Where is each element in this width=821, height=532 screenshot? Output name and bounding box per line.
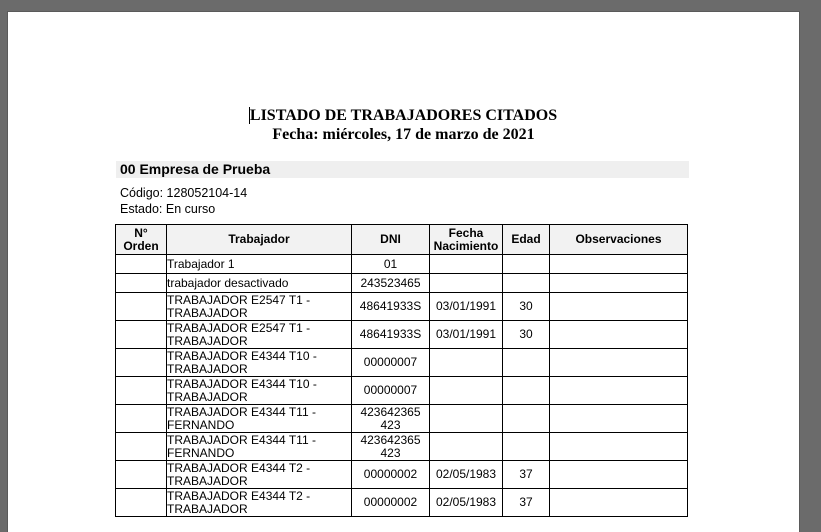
table-row <box>116 274 688 293</box>
cell-orden <box>116 461 167 489</box>
cell-edad: 30 <box>503 293 550 321</box>
cell-observaciones <box>550 377 688 405</box>
table-row <box>116 349 688 377</box>
cell-fecha-nacimiento <box>430 274 503 293</box>
cell-trabajador: TRABAJADOR E4344 T11 - FERNANDO <box>167 433 352 461</box>
cell-dni: 48641933S <box>352 321 430 349</box>
cell-trabajador: TRABAJADOR E2547 T1 - TRABAJADOR <box>167 321 352 349</box>
header-observaciones: Observaciones <box>550 225 688 255</box>
cell-fecha-nacimiento <box>430 377 503 405</box>
cell-edad: 30 <box>503 321 550 349</box>
table-header-row <box>116 225 688 255</box>
cell-orden <box>116 293 167 321</box>
cell-trabajador: TRABAJADOR E4344 T2 - TRABAJADOR <box>167 461 352 489</box>
cell-observaciones <box>550 405 688 433</box>
cell-edad <box>503 405 550 433</box>
cell-orden <box>116 349 167 377</box>
cell-observaciones <box>550 255 688 274</box>
cell-observaciones <box>550 321 688 349</box>
header-dni: DNI <box>352 225 430 255</box>
header-orden <box>116 225 167 255</box>
cell-fecha-nacimiento: 02/05/1983 <box>430 461 503 489</box>
cell-orden <box>116 377 167 405</box>
cell-fecha-nacimiento <box>430 255 503 274</box>
cell-orden <box>116 321 167 349</box>
cell-fecha-nacimiento: 03/01/1991 <box>430 321 503 349</box>
cell-observaciones <box>550 274 688 293</box>
cell-orden <box>116 433 167 461</box>
cell-trabajador: TRABAJADOR E4344 T11 - FERNANDO <box>167 405 352 433</box>
cell-dni: 423642365 423 <box>352 405 430 433</box>
cell-trabajador: trabajador desactivado <box>167 274 352 293</box>
header-fecha-nacimiento <box>430 225 503 255</box>
cell-observaciones <box>550 293 688 321</box>
report-date: Fecha: miércoles, 17 de marzo de 2021 <box>272 126 535 143</box>
table-row <box>116 293 688 321</box>
company-code: Código: 128052104-14 <box>120 186 248 200</box>
cell-trabajador: TRABAJADOR E4344 T10 - TRABAJADOR <box>167 377 352 405</box>
report-page <box>8 12 799 532</box>
cell-edad <box>503 433 550 461</box>
table-row <box>116 489 688 517</box>
cell-dni: 00000007 <box>352 377 430 405</box>
cell-fecha-nacimiento <box>430 433 503 461</box>
cell-dni: 01 <box>352 255 430 274</box>
cell-fecha-nacimiento: 03/01/1991 <box>430 293 503 321</box>
cell-edad <box>503 255 550 274</box>
cell-edad <box>503 274 550 293</box>
table-row <box>116 321 688 349</box>
cell-observaciones <box>550 461 688 489</box>
company-name: 00 Empresa de Prueba <box>116 161 689 178</box>
cell-observaciones <box>550 489 688 517</box>
cell-fecha-nacimiento: 02/05/1983 <box>430 489 503 517</box>
header-edad: Edad <box>503 225 550 255</box>
cell-dni: 00000002 <box>352 461 430 489</box>
cell-dni: 48641933S <box>352 293 430 321</box>
cell-dni: 243523465 <box>352 274 430 293</box>
table-row <box>116 461 688 489</box>
table-row <box>116 255 688 274</box>
cell-dni: 423642365 423 <box>352 433 430 461</box>
header-trabajador: Trabajador <box>167 225 352 255</box>
header-fecha-label: Fecha Nacimiento <box>433 225 499 253</box>
cell-fecha-nacimiento <box>430 349 503 377</box>
cell-orden <box>116 489 167 517</box>
workers-table <box>115 224 688 517</box>
cell-trabajador: TRABAJADOR E4344 T10 - TRABAJADOR <box>167 349 352 377</box>
cell-observaciones <box>550 433 688 461</box>
cell-trabajador: TRABAJADOR E2547 T1 - TRABAJADOR <box>167 293 352 321</box>
cell-edad: 37 <box>503 489 550 517</box>
company-state: Estado: En curso <box>120 202 216 216</box>
cell-edad <box>503 377 550 405</box>
cell-dni: 00000007 <box>352 349 430 377</box>
report-title: LISTADO DE TRABAJADORES CITADOS <box>249 107 558 124</box>
cell-trabajador: TRABAJADOR E4344 T2 - TRABAJADOR <box>167 489 352 517</box>
header-orden-label: N° Orden <box>123 225 159 253</box>
cell-trabajador: Trabajador 1 <box>167 255 352 274</box>
cell-edad: 37 <box>503 461 550 489</box>
cell-edad <box>503 349 550 377</box>
cell-observaciones <box>550 349 688 377</box>
cell-orden <box>116 405 167 433</box>
table-row <box>116 377 688 405</box>
cell-dni: 00000002 <box>352 489 430 517</box>
cell-fecha-nacimiento <box>430 405 503 433</box>
cell-orden <box>116 274 167 293</box>
table-row <box>116 433 688 461</box>
table-row <box>116 405 688 433</box>
cell-orden <box>116 255 167 274</box>
